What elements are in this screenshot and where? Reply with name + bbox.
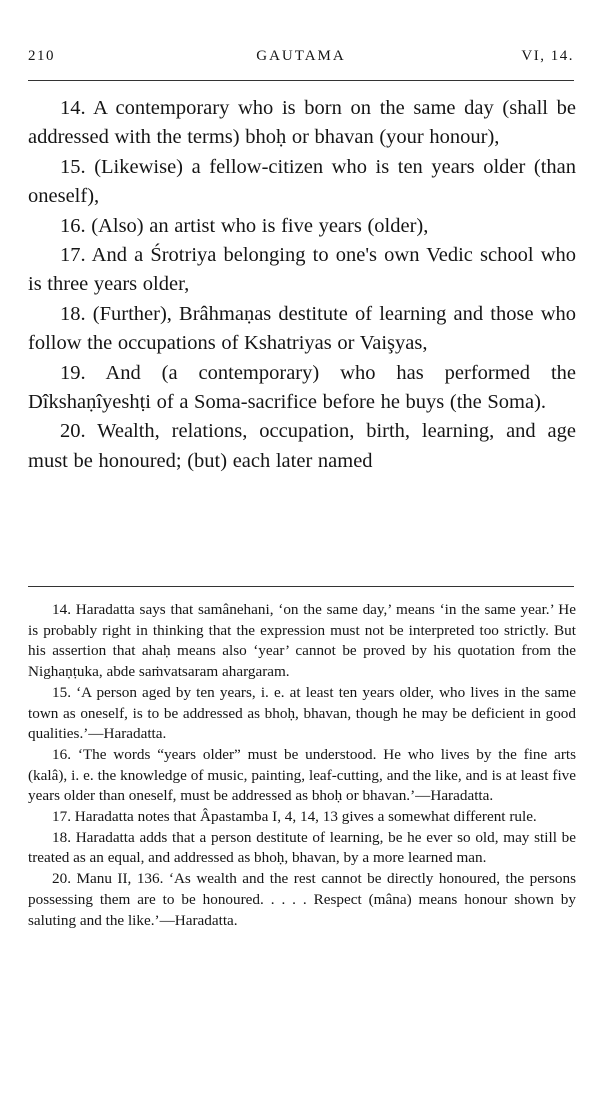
verse-content: (Further), Brâhmaṇas destitute of learning and those who follow the occupations of Kshatriyas or Vaişyas, xyxy=(28,302,577,355)
verse-content: Wealth, relations, occupation, birth, learning, and age must be honoured; (but) each later named xyxy=(28,420,576,472)
verse-paragraph xyxy=(28,300,576,359)
footnote-number: 20. xyxy=(52,870,71,888)
verse-content: (Also) an artist who is five years (older), xyxy=(91,214,429,237)
footnote-number: 18. xyxy=(52,828,71,846)
verse-paragraph xyxy=(28,417,576,476)
running-title: GAUTAMA xyxy=(256,48,346,64)
footnote-text: ‘A person aged by ten years, i. e. at least ten years older, who lives in the same town as oneself, is to be addressed as bhoḥ, bhavan, though he may be deficient in good qualities.’—Haradatta. xyxy=(28,683,577,743)
footnotes xyxy=(28,600,576,931)
verse-number: 20. xyxy=(60,420,86,443)
footnote-number: 17. xyxy=(52,808,71,826)
verse-number: 17. xyxy=(60,244,86,267)
footnote-number: 16. xyxy=(52,745,71,763)
footnote-text: Haradatta adds that a person destitute of learning, be he ever so old, may still be treated as an equal, and addressed as bhoḥ, bhavan, by a more learned man. xyxy=(28,828,576,867)
page-number: 210 xyxy=(28,48,55,64)
footnote xyxy=(28,745,576,807)
verse-paragraph xyxy=(28,94,576,153)
section-reference: VI, 14. xyxy=(521,48,574,64)
verse-text xyxy=(28,94,576,476)
verse-number: 14. xyxy=(60,97,86,119)
verse-number: 16. xyxy=(60,214,86,237)
footnote xyxy=(28,600,576,683)
running-header xyxy=(28,48,574,74)
footnote xyxy=(28,683,576,745)
footnote xyxy=(28,869,576,931)
verse-number: 19. xyxy=(60,361,86,384)
footnote-text: Haradatta says that samânehani, ‘on the same day,’ means ‘in the same year.’ He is probably right in thinking that the expression must not be interpreted too strictly. But his assertion that ahaḥ means also ‘year’ cannot be proved by his quotation from the Nighaṇṭuka, abde saṁvatsaram ahargaram. xyxy=(28,601,577,681)
footnote-text: Haradatta notes that Âpastamba I, 4, 14, 13 gives a somewhat different rule. xyxy=(74,808,537,826)
verse-content: And a Śrotriya belonging to one's own Vedic school who is three years older, xyxy=(28,244,576,296)
footnote-number: 15. xyxy=(52,683,71,701)
verse-content: (Likewise) a fellow-citizen who is ten years older (than oneself), xyxy=(28,155,577,208)
footnote-text: Manu II, 136. ‘As wealth and the rest cannot be directly honoured, the persons possessing them are to be honoured. . . . . Respect (mâna) means honour shown by saluting and the like.’—Haradatta. xyxy=(28,870,576,929)
verse-paragraph xyxy=(28,241,576,300)
verse-paragraph xyxy=(28,153,576,212)
footnote xyxy=(28,807,576,828)
verse-number: 18. xyxy=(60,302,86,325)
verse-number: 15. xyxy=(60,155,86,178)
footnote-text: ‘The words “years older” must be understood. He who lives by the fine arts (kalâ), i. e. the knowledge of music, painting, leaf-cutting, and the like, and is at least five years older than oneself, must be addressed as bhoḥ or bhavan.’—Haradatta. xyxy=(28,745,577,805)
footnote-rule xyxy=(28,586,574,587)
verse-content: A contemporary who is born on the same day (shall be addressed with the terms) bhoḥ or bhavan (your honour), xyxy=(28,97,576,149)
verse-paragraph xyxy=(28,359,576,418)
verse-paragraph xyxy=(28,212,576,241)
header-rule xyxy=(28,80,574,81)
footnote xyxy=(28,828,576,869)
footnote-number: 14. xyxy=(52,601,71,618)
verse-content: And (a contemporary) who has performed the Dîkshaṇîyeshṭi of a Soma-sacrifice before he buys (the Soma). xyxy=(28,361,576,414)
